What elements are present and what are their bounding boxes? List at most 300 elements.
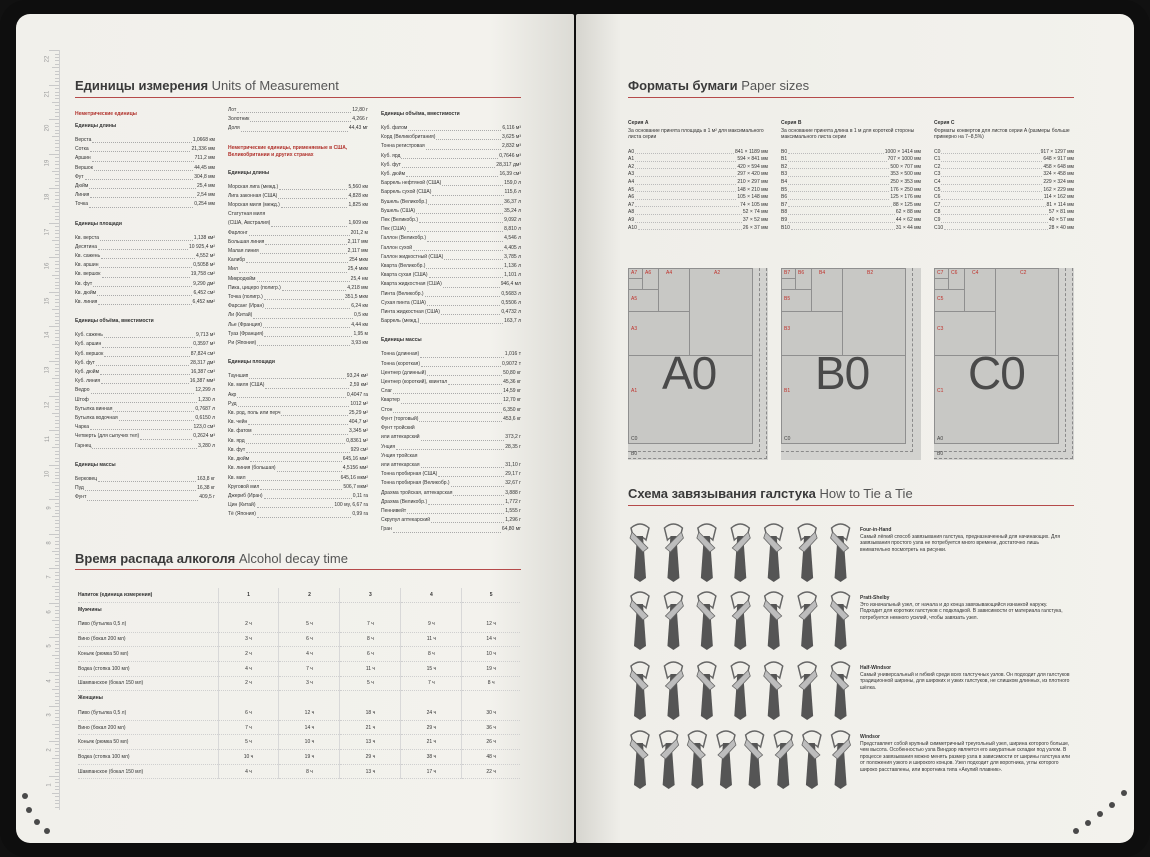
leader-dots bbox=[249, 229, 350, 236]
unit-row bbox=[228, 418, 368, 427]
leader-dots bbox=[264, 293, 344, 300]
size-code: B9 bbox=[781, 216, 788, 223]
size-dimensions: 229 × 324 мм bbox=[1043, 178, 1074, 185]
ruler-tick bbox=[55, 582, 59, 583]
decor-dot bbox=[1097, 811, 1103, 817]
table-cell: 24 ч bbox=[401, 706, 462, 721]
ruler-tick bbox=[55, 710, 59, 711]
size-code: B10 bbox=[781, 224, 790, 231]
table-cell: 13 ч bbox=[340, 735, 401, 750]
unit-row bbox=[75, 191, 215, 200]
table-cell: 6 ч bbox=[279, 632, 340, 647]
leader-dots bbox=[257, 510, 351, 517]
ruler-number: 5 bbox=[46, 644, 53, 648]
format-label: B4 bbox=[819, 270, 826, 276]
leader-dots bbox=[442, 179, 503, 186]
unit-name: Точка bbox=[75, 201, 89, 208]
table-header-cell: 4 bbox=[401, 588, 462, 603]
leader-dots bbox=[248, 418, 348, 425]
unit-name-line: Унция тройская bbox=[381, 452, 418, 459]
paper-size-row bbox=[934, 194, 1074, 202]
knot-step bbox=[664, 524, 683, 582]
unit-name: Центнер (короткий), квинтал bbox=[381, 379, 448, 386]
unit-name: Куб. линия bbox=[75, 378, 101, 385]
format-label: C5 bbox=[937, 296, 944, 302]
unit-name: Драхма (Великобр.) bbox=[381, 498, 428, 505]
paper-size-row bbox=[934, 217, 1074, 225]
unit-value: 0,4732 л bbox=[501, 309, 521, 316]
unit-row bbox=[228, 372, 368, 381]
leader-dots bbox=[944, 225, 1048, 231]
size-dimensions: 353 × 500 мм bbox=[890, 171, 921, 178]
unit-value: 1,95 м bbox=[353, 330, 368, 337]
knot-text: Представляет собой крупный симметричный треугольный узел, ширина которого больше, чем высота. Особенностью узла Виндзор является его аккуратные складки под узлом. В процессе завязывания можно менять размер узла в зависимости от ширины галстука или от положения узкого и широкого концов. Узел подходит для воротника, углы которого широко расставлены, или воротника типа «Акулий плавник». bbox=[860, 740, 1070, 773]
knot-step bbox=[664, 662, 683, 720]
ruler-tick bbox=[55, 409, 59, 410]
unit-value: 1,136 л bbox=[504, 263, 521, 270]
leader-dots bbox=[90, 191, 196, 198]
format-label: C6 bbox=[951, 270, 958, 276]
unit-value: 19,758 см² bbox=[190, 271, 215, 278]
unit-name: Тонна (длинная) bbox=[381, 351, 420, 358]
unit-row bbox=[75, 270, 215, 279]
ruler-tick bbox=[55, 288, 59, 289]
paper-size-row bbox=[628, 187, 768, 195]
table-cell: 5 ч bbox=[218, 735, 279, 750]
unit-name: Десятина bbox=[75, 243, 97, 250]
tie-title-ru: Схема завязывания галстука bbox=[628, 486, 816, 501]
unit-row bbox=[75, 493, 215, 502]
unit-row bbox=[75, 164, 215, 173]
unit-name: Точка (полигр.) bbox=[228, 294, 263, 301]
paper-title-ru: Форматы бумаги bbox=[628, 78, 738, 93]
ruler-tick bbox=[55, 330, 59, 331]
leader-dots bbox=[278, 192, 347, 199]
unit-value: 12,70 кг bbox=[503, 397, 521, 404]
unit-value: 0,8361 м² bbox=[346, 437, 368, 444]
ruler-tick bbox=[55, 71, 59, 72]
unit-value: 304,8 мм bbox=[194, 173, 215, 180]
size-dimensions: 44 × 62 мм bbox=[895, 216, 921, 223]
table-cell: 10 ч bbox=[218, 750, 279, 765]
knot-step bbox=[664, 592, 683, 650]
ruler-tick bbox=[55, 385, 59, 386]
table-cell: 2 ч bbox=[218, 617, 279, 632]
table-cell: 3 ч bbox=[218, 632, 279, 647]
paper-title bbox=[628, 78, 809, 93]
leader-dots bbox=[635, 217, 742, 223]
unit-name: Бутылка водочная bbox=[75, 415, 118, 422]
unit-row bbox=[228, 409, 368, 418]
unit-value: 1,609 км bbox=[348, 220, 368, 227]
knot-description bbox=[860, 665, 1070, 691]
leader-dots bbox=[239, 265, 347, 272]
size-code: A1 bbox=[628, 156, 635, 163]
ruler-tick bbox=[49, 465, 59, 466]
unit-value: 3,345 м² bbox=[348, 428, 368, 435]
alcohol-title-ru: Время распада алкоголя bbox=[75, 551, 236, 566]
unit-value: 16,38 кг bbox=[197, 485, 215, 492]
unit-row bbox=[381, 415, 521, 424]
table-cell: 7 ч bbox=[340, 617, 401, 632]
tie-title-en: How to Tie a Tie bbox=[819, 486, 913, 501]
ruler-tick bbox=[55, 665, 59, 666]
unit-value: 4,5156 мм² bbox=[342, 465, 368, 472]
ruler-tick bbox=[55, 402, 59, 403]
knot-text: Самый лёгкий способ завязывания галстука, предназначенный для начинающих. Для завязывания простого узла не потребуется много времени, достаточно лишь внимательно посмотреть на рисунки. bbox=[860, 533, 1061, 553]
unit-name: Лье (Франция) bbox=[228, 321, 262, 328]
size-dimensions: 125 × 176 мм bbox=[890, 194, 921, 201]
unit-row bbox=[228, 229, 368, 238]
unit-row bbox=[381, 489, 521, 498]
leader-dots bbox=[250, 455, 342, 462]
table-cell: 6 ч bbox=[218, 706, 279, 721]
ruler-tick bbox=[55, 437, 59, 438]
unit-name: Сотка bbox=[75, 146, 89, 153]
decor-dot bbox=[34, 819, 40, 825]
ruler-tick bbox=[55, 78, 59, 79]
unit-name: Кв. линия bbox=[75, 299, 98, 306]
unit-value: 2,59 км² bbox=[349, 382, 368, 389]
leader-dots bbox=[788, 179, 889, 185]
leader-dots bbox=[260, 483, 342, 490]
size-dimensions: 500 × 707 мм bbox=[890, 163, 921, 170]
section-heading: Единицы площади bbox=[75, 220, 122, 227]
ruler-tick bbox=[52, 586, 59, 587]
ruler-tick bbox=[55, 734, 59, 735]
size-code: A4 bbox=[628, 178, 635, 185]
ruler-tick bbox=[55, 212, 59, 213]
leader-dots bbox=[263, 321, 350, 328]
knot-text: Это изначальный узел, от начала и до конца завязывающийся изнанкой наружу. Подходит для коротких галстуков с подкладкой. В зависимости от материала галстука, потребуется немного усилий, чтобы завязать узел. bbox=[860, 601, 1063, 621]
unit-value: 14,59 кг bbox=[503, 388, 521, 395]
unit-row bbox=[75, 377, 215, 386]
unit-value: 9,713 м³ bbox=[195, 332, 215, 339]
ruler-tick bbox=[55, 340, 59, 341]
unit-name: Кв. мил bbox=[228, 474, 246, 481]
unit-value: 28,35 г bbox=[505, 443, 521, 450]
spacer bbox=[228, 159, 368, 165]
size-code: A10 bbox=[628, 224, 637, 231]
leader-dots bbox=[253, 311, 353, 318]
series-title: Серия C bbox=[934, 120, 955, 126]
size-dimensions: 52 × 74 мм bbox=[742, 209, 768, 216]
ruler-tick bbox=[55, 420, 59, 421]
paper-size-row bbox=[781, 156, 921, 164]
ruler-tick bbox=[55, 520, 59, 521]
leader-dots bbox=[281, 409, 348, 416]
units-column-3 bbox=[381, 106, 521, 535]
table-cell: 38 ч bbox=[401, 750, 462, 765]
ruler-tick bbox=[52, 447, 59, 448]
leader-dots bbox=[271, 219, 347, 226]
table-cell: 11 ч bbox=[340, 661, 401, 676]
ruler-tick bbox=[55, 392, 59, 393]
ruler-tick bbox=[55, 92, 59, 93]
unit-row bbox=[75, 423, 215, 432]
ruler-tick bbox=[55, 358, 59, 359]
unit-row bbox=[381, 308, 521, 317]
unit-value: 100 му, 6,67 га bbox=[334, 502, 368, 509]
paper-size-row bbox=[628, 171, 768, 179]
unit-name: Кв. фут bbox=[75, 280, 93, 287]
unit-row bbox=[228, 219, 368, 228]
unit-row bbox=[228, 437, 368, 446]
table-row bbox=[78, 632, 520, 647]
size-code: A3 bbox=[628, 171, 635, 178]
leader-dots bbox=[277, 464, 342, 471]
ruler-tick bbox=[55, 565, 59, 566]
table-row bbox=[78, 676, 520, 691]
format-label: A2 bbox=[714, 270, 721, 276]
ruler-tick bbox=[55, 60, 59, 61]
unit-value: 5,560 км bbox=[348, 183, 368, 190]
unit-row bbox=[381, 244, 521, 253]
leader-dots bbox=[427, 234, 503, 241]
ruler-tick bbox=[55, 109, 59, 110]
paper-size-row bbox=[781, 187, 921, 195]
unit-row bbox=[75, 298, 215, 307]
leader-dots bbox=[444, 253, 503, 260]
ruler-tick bbox=[55, 219, 59, 220]
size-code: A9 bbox=[628, 216, 635, 223]
ruler-tick bbox=[55, 451, 59, 452]
ruler-tick bbox=[52, 67, 59, 68]
size-code: B3 bbox=[781, 171, 788, 178]
ruler-tick bbox=[55, 57, 59, 58]
ruler-tick bbox=[55, 440, 59, 441]
unit-name: Фут bbox=[75, 173, 84, 180]
leader-dots bbox=[788, 217, 895, 223]
unit-name: Джериб (Иран) bbox=[228, 492, 263, 499]
unit-value: 87,824 см³ bbox=[190, 350, 215, 357]
leader-dots bbox=[102, 340, 192, 347]
table-cell: Вино (бокал 200 мл) bbox=[78, 720, 218, 735]
knot-step bbox=[697, 592, 716, 650]
paper-size-row bbox=[781, 171, 921, 179]
ruler-number: 12 bbox=[44, 401, 51, 408]
unit-row bbox=[228, 302, 368, 311]
ruler-tick bbox=[55, 579, 59, 580]
unit-value: 0,11 га bbox=[352, 492, 368, 499]
knot-name: Pratt-Shelby bbox=[860, 595, 890, 601]
size-code: C6 bbox=[934, 194, 941, 201]
unit-name: Кварта жидкостная (США) bbox=[381, 281, 442, 288]
unit-row bbox=[228, 455, 368, 464]
table-cell: 19 ч bbox=[279, 750, 340, 765]
knot-step bbox=[630, 662, 649, 720]
ruler-tick bbox=[49, 85, 59, 86]
decor-dot bbox=[1109, 802, 1115, 808]
paper-size-row bbox=[628, 156, 768, 164]
format-label: A4 bbox=[666, 270, 673, 276]
unit-value: 50,80 кг bbox=[503, 369, 521, 376]
unit-name: Гарнец bbox=[75, 442, 92, 449]
unit-name: Берковец bbox=[75, 475, 98, 482]
ruler-number: 4 bbox=[46, 679, 53, 683]
leader-dots bbox=[426, 142, 501, 149]
knot-step bbox=[831, 592, 850, 650]
size-dimensions: 1000 × 1414 мм bbox=[884, 148, 921, 155]
unit-row bbox=[381, 271, 521, 280]
ruler-tick bbox=[52, 620, 59, 621]
unit-row bbox=[381, 516, 521, 525]
ruler-tick bbox=[55, 254, 59, 255]
leader-dots bbox=[941, 164, 1042, 170]
unit-row bbox=[75, 145, 215, 154]
unit-name: Куб. аршин bbox=[75, 341, 102, 348]
leader-dots bbox=[98, 475, 196, 482]
table-row bbox=[78, 735, 520, 750]
size-code: C9 bbox=[934, 216, 941, 223]
unit-value: 31,10 г bbox=[505, 461, 521, 468]
unit-row bbox=[381, 433, 521, 442]
leader-dots bbox=[428, 498, 504, 505]
leader-dots bbox=[91, 386, 195, 393]
unit-name: Галлон жидкостный (США) bbox=[381, 253, 444, 260]
paper-series-column bbox=[934, 120, 1074, 232]
size-dimensions: 88 × 125 мм bbox=[893, 201, 921, 208]
table-row bbox=[78, 720, 520, 735]
paper-size-row bbox=[781, 217, 921, 225]
size-dimensions: 648 × 917 мм bbox=[1043, 156, 1074, 163]
format-label: C7 bbox=[937, 270, 944, 276]
unit-row bbox=[381, 161, 521, 170]
size-dimensions: 324 × 458 мм bbox=[1043, 171, 1074, 178]
leader-dots bbox=[429, 271, 504, 278]
unit-row bbox=[75, 136, 215, 145]
right-page bbox=[576, 14, 1134, 843]
knot-step bbox=[630, 731, 649, 789]
size-code: C4 bbox=[934, 178, 941, 185]
unit-name: Кварта сухая (США) bbox=[381, 272, 428, 279]
ruler-tick bbox=[55, 506, 59, 507]
unit-row bbox=[228, 275, 368, 284]
unit-name: Драхма тройская, аптекарская bbox=[381, 489, 453, 496]
table-cell: 4 ч bbox=[218, 661, 279, 676]
ruler-tick bbox=[55, 323, 59, 324]
ruler-tick bbox=[55, 613, 59, 614]
unit-name: Баррель сухой (США) bbox=[381, 189, 432, 196]
unit-value: 163,8 кг bbox=[197, 475, 215, 482]
unit-name: Кв. фут bbox=[228, 446, 246, 453]
ruler-tick bbox=[55, 610, 59, 611]
unit-name: (США, Австралия) bbox=[228, 220, 271, 227]
unit-row bbox=[381, 350, 521, 359]
ruler-tick bbox=[55, 364, 59, 365]
size-code: A5 bbox=[628, 186, 635, 193]
ruler-tick bbox=[49, 361, 59, 362]
units-title-rule bbox=[75, 97, 521, 98]
ruler-tick bbox=[55, 800, 59, 801]
size-dimensions: 37 × 52 мм bbox=[742, 216, 768, 223]
ruler-tick bbox=[55, 807, 59, 808]
leader-dots bbox=[93, 280, 192, 287]
unit-value: 506,7 мкм² bbox=[343, 483, 368, 490]
table-cell: Шампанское (бокал 150 мл) bbox=[78, 676, 218, 691]
series-description: За основание принята длина в 1 м для короткой стороны максимального листа серии bbox=[781, 127, 915, 141]
unit-row bbox=[381, 170, 521, 179]
leader-dots bbox=[264, 492, 352, 499]
ruler-number: 14 bbox=[44, 332, 51, 339]
ruler-tick bbox=[55, 554, 59, 555]
unit-row bbox=[228, 183, 368, 192]
leader-dots bbox=[98, 243, 188, 250]
leader-dots bbox=[426, 262, 503, 269]
table-row bbox=[78, 617, 520, 632]
unit-row bbox=[228, 115, 368, 124]
ruler-tick bbox=[55, 371, 59, 372]
unit-name: Квартер bbox=[381, 397, 400, 404]
unit-row bbox=[75, 368, 215, 377]
table-cell: 10 ч bbox=[279, 735, 340, 750]
ruler-tick bbox=[55, 634, 59, 635]
ruler-tick bbox=[55, 416, 59, 417]
unit-name: Баррель нефтяной (США) bbox=[381, 180, 442, 187]
unit-value: 351,5 мкм bbox=[345, 294, 368, 301]
unit-row bbox=[75, 182, 215, 191]
ruler-tick bbox=[55, 320, 59, 321]
paper-size-row bbox=[781, 194, 921, 202]
table-cell: 5 ч bbox=[279, 617, 340, 632]
unit-value: 4,546 л bbox=[504, 235, 521, 242]
ruler-tick bbox=[55, 178, 59, 179]
section-heading: Единицы длины bbox=[75, 123, 117, 129]
unit-value: 4,266 г bbox=[352, 116, 368, 123]
ruler-number: 8 bbox=[46, 540, 53, 545]
knot-step bbox=[798, 662, 817, 720]
spacer bbox=[75, 451, 215, 457]
ruler-number: 16 bbox=[44, 262, 51, 270]
unit-row bbox=[381, 133, 521, 142]
table-cell: 6 ч bbox=[340, 647, 401, 662]
paper-size-row bbox=[628, 179, 768, 187]
size-dimensions: 420 × 594 мм bbox=[737, 163, 768, 170]
leader-dots bbox=[96, 359, 189, 366]
leader-dots bbox=[436, 133, 501, 140]
unit-value: 201,2 м bbox=[350, 229, 368, 236]
paper-size-row bbox=[781, 202, 921, 210]
unit-name: Тонна (короткая) bbox=[381, 360, 421, 367]
unit-row bbox=[381, 387, 521, 396]
unit-row bbox=[228, 106, 368, 115]
ruler-tick bbox=[55, 133, 59, 134]
ruler-tick bbox=[55, 572, 59, 573]
paper-size-row bbox=[781, 179, 921, 187]
ruler-tick bbox=[52, 309, 59, 310]
leader-dots bbox=[97, 289, 192, 296]
unit-value: 2,117 мм bbox=[347, 248, 368, 255]
table-cell: 14 ч bbox=[279, 720, 340, 735]
alcohol-title-en: Alcohol decay time bbox=[238, 551, 348, 566]
unit-name: Дюйм bbox=[75, 183, 89, 190]
ruler-tick bbox=[55, 630, 59, 631]
knot-description bbox=[860, 734, 1070, 774]
ruler-tick bbox=[49, 741, 59, 742]
ruler-tick bbox=[55, 271, 59, 272]
unit-row bbox=[75, 243, 215, 252]
ruler-tick bbox=[55, 744, 59, 745]
unit-value: 9,092 л bbox=[504, 217, 521, 224]
leader-dots bbox=[443, 280, 500, 287]
unit-row bbox=[75, 289, 215, 298]
unit-name: Фарлонг bbox=[228, 229, 248, 236]
unit-value: 4,552 м² bbox=[195, 253, 215, 260]
ruler-tick bbox=[55, 478, 59, 479]
ruler-tick bbox=[55, 123, 59, 124]
ruler-tick bbox=[55, 668, 59, 669]
ruler-tick bbox=[55, 147, 59, 148]
